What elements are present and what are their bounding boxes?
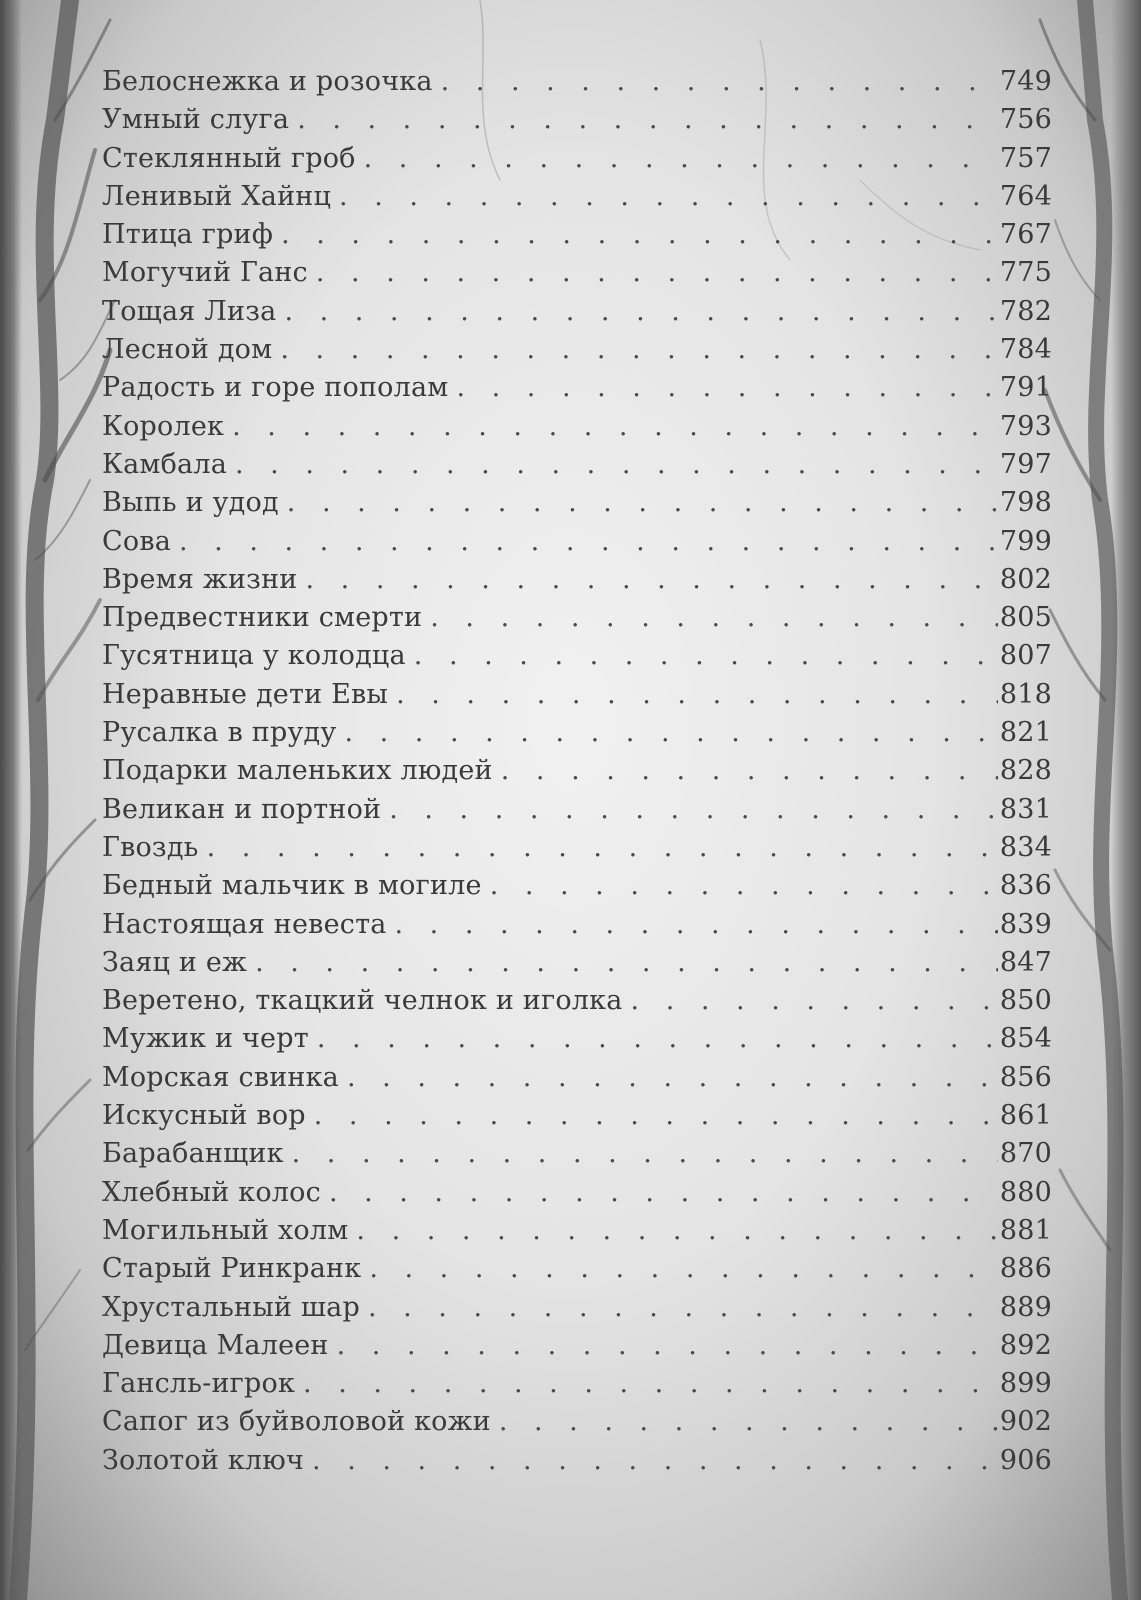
right-twig [1055,220,1100,300]
toc-entry[interactable] [102,1368,1052,1406]
toc-title: Предвестники смерти [102,602,423,634]
toc-page-number: 798 [999,487,1052,519]
toc-page-number: 861 [999,1100,1052,1132]
toc-page-number: 793 [999,410,1052,442]
toc-page-number: 847 [999,946,1052,978]
toc-page-number: 892 [999,1329,1052,1361]
toc-entry[interactable] [102,1023,1052,1061]
toc-entry[interactable] [102,411,1052,449]
toc-entry[interactable] [102,870,1052,908]
toc-dot-leader [388,679,998,710]
toc-dot-leader [171,526,998,557]
toc-title: Хлебный колос [102,1176,321,1208]
toc-dot-leader [289,104,998,135]
toc-entry[interactable] [102,526,1052,564]
toc-dot-leader [199,832,998,863]
toc-dot-leader [279,487,998,518]
toc-entry[interactable] [102,66,1052,104]
toc-dot-leader [422,602,998,633]
toc-page-number: 854 [999,1023,1052,1055]
table-of-contents [102,66,1052,1483]
toc-entry[interactable] [102,143,1052,181]
toc-page-number: 881 [999,1214,1052,1246]
left-tree-trunk [18,0,70,1600]
toc-page-number: 850 [999,985,1052,1017]
toc-dot-leader [304,1445,998,1476]
toc-title: Золотой ключ [102,1444,305,1476]
toc-page-number: 756 [999,104,1052,136]
toc-entry[interactable] [102,1292,1052,1330]
toc-entry[interactable] [102,947,1052,985]
toc-dot-leader [276,296,997,327]
toc-entry[interactable] [102,909,1052,947]
toc-entry[interactable] [102,1253,1052,1291]
page-edge-right [1111,0,1141,1600]
toc-title: Заяц и еж [102,946,248,978]
toc-entry[interactable] [102,219,1052,257]
toc-page-number: 899 [999,1368,1052,1400]
toc-entry[interactable] [102,1445,1052,1483]
toc-dot-leader [227,449,998,480]
toc-entry[interactable] [102,985,1052,1023]
toc-dot-leader [308,257,998,288]
left-branch [38,600,100,700]
toc-title: Птица гриф [102,219,274,251]
toc-entry[interactable] [102,602,1052,640]
toc-title: Выпь и удод [102,487,279,519]
left-twig [35,480,90,560]
toc-title: Гансль-игрок [102,1368,296,1400]
toc-page-number: 836 [999,870,1052,902]
toc-title: Королек [102,410,225,442]
right-branch [1045,390,1100,500]
toc-entry[interactable] [102,487,1052,525]
toc-dot-leader [272,334,998,365]
toc-page-number: 886 [999,1253,1052,1285]
toc-page-number: 818 [999,678,1052,710]
toc-page-number: 880 [999,1176,1052,1208]
toc-title: Умный слуга [102,104,290,136]
toc-entry[interactable] [102,1138,1052,1176]
toc-title: Могучий Ганс [102,257,308,289]
toc-page-number: 856 [999,1061,1052,1093]
toc-title: Гусятница у колодца [102,640,406,672]
toc-entry[interactable] [102,1177,1052,1215]
right-branch [1055,870,1110,950]
toc-entry[interactable] [102,564,1052,602]
toc-entry[interactable] [102,1100,1052,1138]
toc-dot-leader [321,1177,998,1208]
toc-entry[interactable] [102,334,1052,372]
toc-title: Девица Малеен [102,1329,329,1361]
toc-title: Искусный вор [102,1100,306,1132]
right-branch [1060,1170,1110,1250]
toc-entry[interactable] [102,640,1052,678]
toc-dot-leader [329,1330,998,1361]
toc-title: Русалка в пруду [102,717,337,749]
toc-dot-leader [387,909,998,940]
toc-dot-leader [356,143,998,174]
toc-title: Белоснежка и розочка [102,66,433,97]
toc-dot-leader [297,564,997,595]
toc-dot-leader [224,411,998,442]
toc-page-number: 828 [999,755,1052,787]
toc-title: Могильный холм [102,1214,349,1246]
toc-title: Ленивый Хайнц [102,180,332,212]
toc-dot-leader [491,1406,998,1437]
left-twig [25,1270,80,1350]
toc-page-number: 799 [999,525,1052,557]
toc-dot-leader [273,219,998,250]
toc-page-number: 831 [999,793,1052,825]
toc-page-number: 821 [999,717,1052,749]
toc-title: Радость и горе пополам [102,372,449,404]
toc-title: Морская свинка [102,1061,339,1093]
toc-page-number: 767 [999,219,1052,251]
toc-page-number: 782 [999,295,1052,327]
toc-dot-leader [360,1292,998,1323]
toc-entry[interactable] [102,832,1052,870]
toc-entry[interactable] [102,717,1052,755]
toc-dot-leader [284,1138,998,1169]
toc-title: Лесной дом [102,334,273,366]
toc-title: Камбала [102,448,227,480]
toc-dot-leader [406,640,998,671]
toc-page-number: 775 [999,257,1052,289]
left-branch [30,820,95,900]
toc-title: Мужик и черт [102,1023,309,1055]
toc-dot-leader [247,947,998,978]
toc-title: Сова [102,525,172,557]
toc-dot-leader [309,1023,998,1054]
toc-page-number: 902 [999,1406,1052,1438]
left-branch [45,350,110,480]
toc-title: Веретено, ткацкий челнок и иголка [102,985,623,1017]
toc-title: Барабанщик [102,1138,284,1170]
toc-entry[interactable] [102,449,1052,487]
toc-title: Подарки маленьких людей [102,755,493,787]
toc-dot-leader [448,372,997,403]
toc-title: Сапог из буйволовой кожи [102,1406,491,1438]
toc-page-number: 805 [999,602,1052,634]
toc-page-number: 802 [999,563,1052,595]
toc-entry[interactable] [102,1330,1052,1368]
toc-title: Настоящая невеста [102,908,387,940]
toc-dot-leader [295,1368,998,1399]
toc-title: Хрустальный шар [102,1291,360,1323]
toc-page-number: 839 [999,908,1052,940]
toc-title: Великан и портной [102,793,382,825]
toc-entry[interactable] [102,1215,1052,1253]
left-branch [28,1080,90,1150]
toc-dot-leader [348,1215,997,1246]
toc-page-number: 764 [999,180,1052,212]
right-branch [1050,610,1105,700]
toc-entry[interactable] [102,1062,1052,1100]
toc-page-number: 749 [999,66,1052,97]
toc-title: Старый Ринкранк [102,1253,362,1285]
page-edge-left [0,0,22,1600]
toc-dot-leader [339,1062,998,1093]
toc-page-number: 807 [999,640,1052,672]
toc-dot-leader [331,181,998,212]
toc-entry[interactable] [102,104,1052,142]
toc-dot-leader [336,717,997,748]
toc-page-number: 784 [999,334,1052,366]
toc-entry[interactable] [102,372,1052,410]
toc-dot-leader [433,66,998,97]
toc-dot-leader [381,794,998,825]
toc-dot-leader [493,755,998,786]
left-branch [40,150,95,300]
toc-title: Тощая Лиза [102,295,277,327]
toc-title: Неравные дети Евы [102,678,389,710]
toc-title: Время жизни [102,563,298,595]
toc-dot-leader [361,1253,998,1284]
toc-entry[interactable] [102,296,1052,334]
toc-dot-leader [623,985,998,1016]
toc-page-number: 906 [999,1444,1052,1476]
toc-page-number: 797 [999,448,1052,480]
toc-page-number: 791 [999,372,1052,404]
toc-title: Гвоздь [102,831,199,863]
toc-entry[interactable] [102,794,1052,832]
toc-page-number: 757 [999,142,1052,174]
toc-dot-leader [482,870,998,901]
toc-title: Стеклянный гроб [102,142,356,174]
toc-dot-leader [306,1100,998,1131]
toc-entry[interactable] [102,755,1052,793]
toc-title: Бедный мальчик в могиле [102,870,482,902]
toc-page-number: 870 [999,1138,1052,1170]
toc-page-number: 834 [999,831,1052,863]
toc-page-number: 889 [999,1291,1052,1323]
toc-entry[interactable] [102,181,1052,219]
toc-entry[interactable] [102,257,1052,295]
toc-entry[interactable] [102,1406,1052,1444]
toc-entry[interactable] [102,679,1052,717]
